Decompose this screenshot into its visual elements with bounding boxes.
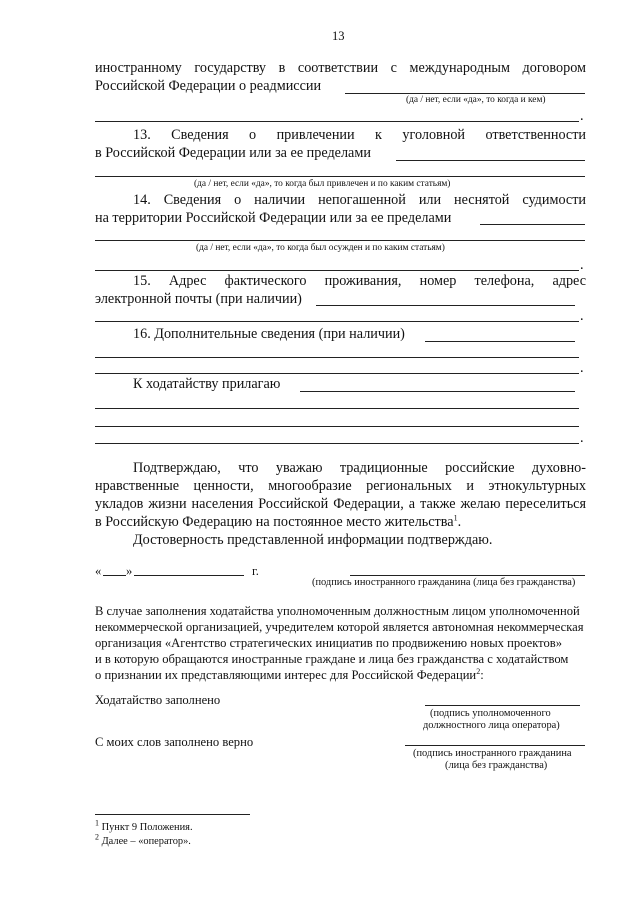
operator-note-line3: организация «Агентство стратегических инициатив по продвижению новых проектов» (95, 636, 563, 650)
confirm-line4: в Российскую Федерацию на постоянное место жительства$^1$. (95, 513, 462, 530)
applicant-signature-line[interactable] (350, 575, 585, 576)
section-14-answer-line-2[interactable] (95, 240, 585, 241)
operator-note-line1: В случае заполнения ходатайства уполномоченным должностным лицом уполномоченной (95, 604, 580, 618)
section-14-hint: (да / нет, если «да», то когда был осужден и по каким статьям) (196, 243, 445, 253)
operator-note-line5: о признании их представляющими интерес для Российской Федерации$^2$: (95, 666, 484, 682)
attach-answer-line-2[interactable] (95, 408, 579, 409)
attach-period: . (580, 430, 584, 446)
section-14-answer-line[interactable] (480, 224, 585, 225)
confirm-line1: Подтверждаю, что уважаю традиционные российские духовно- (133, 460, 586, 476)
verified-label: С моих слов заполнено верно (95, 735, 254, 749)
footnote-mark-2[interactable]: 2 (476, 666, 481, 676)
section-16-answer-line-2[interactable] (95, 357, 579, 358)
section-16-answer-line-3[interactable] (95, 373, 579, 374)
footnote-1: $^1$ Пункт 9 Положения. (95, 818, 193, 833)
attach-answer-line-4[interactable] (95, 443, 579, 444)
filled-label: Ходатайство заполнено (95, 693, 221, 707)
date-close-quote: » (126, 564, 133, 578)
reliability-statement: Достоверность представленной информации подтверждаю. (133, 532, 493, 548)
readmission-text-line1: иностранному государству в соответствии с международным договором (95, 60, 586, 76)
attach-answer-line[interactable] (300, 391, 575, 392)
readmission-answer-line-2[interactable] (95, 121, 579, 122)
footnote-separator (95, 814, 250, 815)
section-14-answer-line-3[interactable] (95, 270, 579, 271)
section-15-answer-line-2[interactable] (95, 321, 579, 322)
page-number: 13 (332, 29, 345, 43)
confirm-line2: нравственные ценности, многообразие региональных и этнокультурных (95, 478, 586, 494)
verified-signature-hint-2: (лица без гражданства) (445, 760, 548, 771)
section-13-answer-line[interactable] (396, 160, 585, 161)
operator-signature-line[interactable] (425, 705, 580, 706)
date-day-field[interactable] (103, 575, 126, 576)
readmission-text-line2: Российской Федерации о реадмиссии (95, 78, 322, 94)
footnote-2: $^2$ Далее – «оператор». (95, 832, 191, 847)
applicant-signature-hint: (подпись иностранного гражданина (лица без гражданства) (312, 577, 576, 588)
attach-label: К ходатайству прилагаю (133, 376, 281, 392)
operator-signature-hint-2: должностного лица оператора) (423, 720, 560, 731)
confirm-line3: укладов жизни населения Российской Федерации, а также желаю переселиться (95, 496, 586, 512)
section-14-period: . (580, 257, 584, 273)
section-13-answer-line-2[interactable] (95, 176, 585, 177)
section-15-period: . (580, 308, 584, 324)
section-16-answer-line[interactable] (425, 341, 575, 342)
section-16-label: 16. Дополнительные сведения (при наличии) (133, 326, 405, 342)
date-year-suffix: г. (252, 564, 259, 578)
section-14-line1: 14. Сведения о наличии непогашенной или неснятой судимости (133, 192, 586, 208)
date-month-year-field[interactable] (134, 575, 244, 576)
operator-note-line4: и в которую обращаются иностранные граждане и лица без гражданства с ходатайством (95, 652, 569, 666)
section-15-line1: 15. Адрес фактического проживания, номер телефона, адрес (133, 273, 586, 289)
section-16-period: . (580, 360, 584, 376)
verified-signature-hint-1: (подпись иностранного гражданина (413, 748, 572, 759)
attach-answer-line-3[interactable] (95, 426, 579, 427)
operator-signature-hint-1: (подпись уполномоченного (430, 708, 551, 719)
section-15-answer-line[interactable] (316, 305, 575, 306)
section-13-line1: 13. Сведения о привлечении к уголовной ответственности (133, 127, 586, 143)
section-15-line2: электронной почты (при наличии) (95, 291, 302, 307)
section-13-hint: (да / нет, если «да», то когда был привлечен и по каким статьям) (194, 179, 451, 189)
readmission-period: . (580, 108, 584, 124)
date-open-quote: « (95, 564, 102, 578)
readmission-answer-line[interactable] (345, 93, 585, 94)
verified-signature-line[interactable] (405, 745, 585, 746)
footnote-mark-1[interactable]: 1 (453, 513, 458, 523)
readmission-hint: (да / нет, если «да», то когда и кем) (406, 95, 546, 105)
operator-note-line2: некоммерческой организацией, учредителем которой является автономная некоммерческая (95, 620, 584, 634)
section-13-line2: в Российской Федерации или за ее пределами (95, 145, 371, 161)
section-14-line2: на территории Российской Федерации или за ее пределами (95, 210, 452, 226)
